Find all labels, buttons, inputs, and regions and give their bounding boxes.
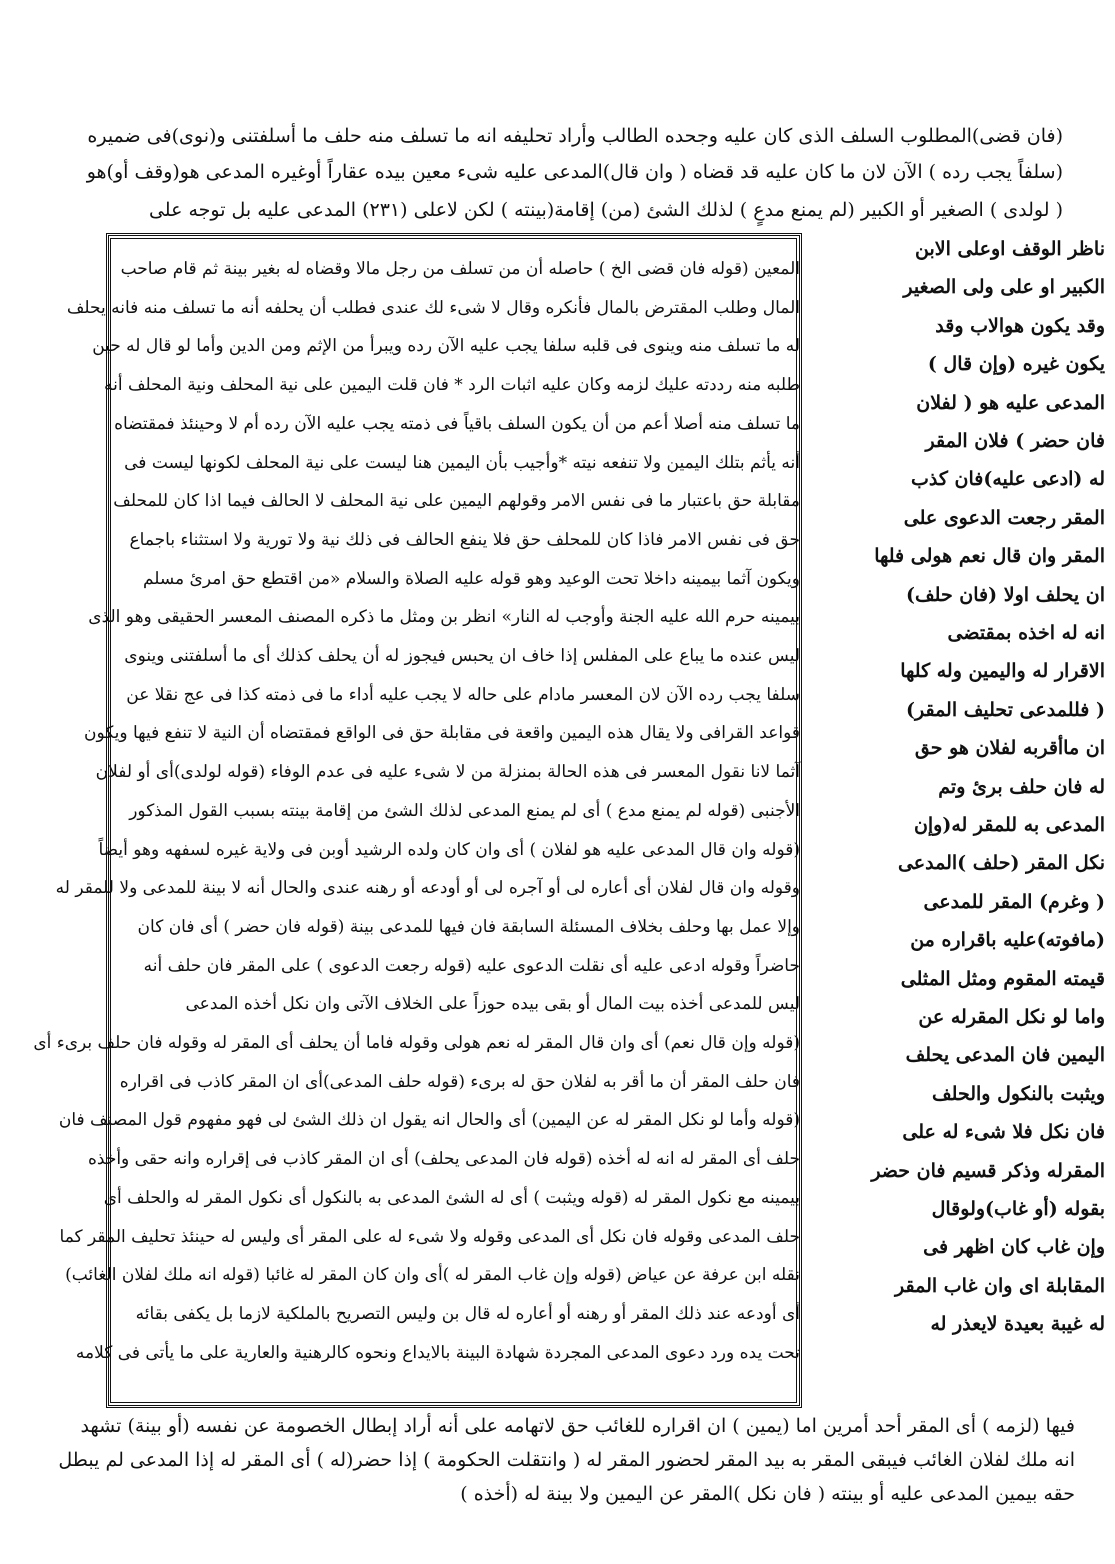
side-column-line: المقابلة اى وان غاب المقر: [895, 1274, 1105, 1297]
side-column-line: المدعى به للمقر له(وإن: [913, 814, 1105, 836]
main-text-line: فيها (لزمه ) أى المقر أحد أمرين اما (يمين ) ان اقراره للغائب حق لاتهامه على أنه أراد إبطال الخصومة عن نفسه (أو بينة) تشهد: [80, 1415, 1075, 1437]
side-column-line: بقوله (أو غاب)ولوقال: [931, 1198, 1105, 1220]
main-text-line: (سلفاً يجب رده ) الآن لان ما كان عليه قد قضاه ( وان قال)المدعى عليه شىء معين بيده عقاراً أوغيره المدعى هو(وقف أو)هو: [86, 161, 1063, 183]
main-text-line: ( لولدى ) الصغير أو الكبير (لم يمنع مدعٍ ) لذلك الشئ (من) إقامة(بينته ) لكن لاعلى (٢٣١) المدعى عليه بل توجه على: [148, 199, 1063, 221]
gloss-line: (قوله وإن قال نعم) أى وان قال المقر له نعم هولى وقوله فاما أن يحلف أى المقر له وقوله فان حلف برىء أى: [33, 1033, 800, 1053]
side-column-line: فان حضر ) فلان المقر: [925, 430, 1105, 452]
side-column-line: يكون غيره (وإن قال ): [927, 353, 1105, 376]
side-column-line: واما لو نكل المقرله عن: [918, 1006, 1105, 1028]
gloss-line: آثما لانا نقول المعسر فى هذه الحالة بمنزلة من لا شىء عليه فى عدم الوفاء (قوله لولدى)أى أو لفلان: [95, 762, 800, 783]
side-column-line: ( وغرم) المقر للمدعى: [923, 890, 1105, 913]
gloss-line: ويكون آثما بيمينه داخلا تحت الوعيد وهو قوله عليه الصلاة والسلام «من اقتطع حق امرئ مسلم: [142, 568, 800, 589]
side-column-line: ويثبت بالنكول والحلف: [932, 1082, 1105, 1105]
side-column-line: ناظر الوقف اوعلى الابن: [915, 238, 1105, 260]
side-column-line: انه له اخذه بمقتضى: [947, 622, 1105, 644]
gloss-line: أى أودعه عند ذلك المقر أو رهنه أو أعاره له قال بن وليس التصريح بالملكية لازما بل يكفى بقائه: [135, 1303, 800, 1324]
side-column-line: وإن غاب كان اظهر فى: [923, 1236, 1105, 1259]
main-text-line: حقه بيمين المدعى عليه أو بينته ( فان نكل )المقر عن اليمين ولا بينة له (أخذه ): [460, 1483, 1075, 1505]
side-column-line: المقر وان قال نعم هولى فلها: [874, 545, 1105, 568]
gloss-line: نقله ابن عرفة عن عياض (قوله وإن غاب المقر له )أى وان كان المقر له غائبا (قوله انه ملك لفلان الغائب): [65, 1265, 800, 1286]
gloss-line: (قوله وان قال المدعى عليه هو لفلان ) أى وان كان ولده الرشيد أوبن فى ولاية غيره لسفهه وهو أيضاً: [98, 839, 800, 860]
side-column-line: قيمته المقوم ومثل المثلى: [900, 967, 1105, 990]
side-column-line: ان يحلف اولا (فان حلف): [906, 583, 1105, 606]
gloss-line: المعين (قوله فان قضى الخ ) حاصله أن من تسلف من رجل مالا وقضاه له بغير بينة ثم قام صاحب: [120, 259, 800, 279]
gloss-line: الأجنبى (قوله لم يمنع مدع ) أى لم يمنع المدعى لذلك الشئ من إقامة بينته بسبب القول المذكور: [129, 800, 800, 821]
side-column-line: (مافوته)عليه باقراره من: [910, 929, 1105, 952]
gloss-line: أنه يأثم بتلك اليمين ولا تنفعه نيته *وأجيب بأن اليمين هنا ليست على نية المحلف لكونها ليست فى: [124, 452, 800, 473]
gloss-line: (قوله وأما لو نكل المقر له عن اليمين) أى والحال انه يقول ان ذلك الشئ لى فهو مفهوم قول المصنف فان: [58, 1110, 800, 1131]
side-column-line: له فان حلف برئ وتم: [938, 775, 1105, 798]
side-column-line: نكل المقر (حلف )المدعى: [897, 852, 1105, 875]
side-column-line: المقرله وذكر قسيم فان حضر: [871, 1159, 1105, 1182]
gloss-line: قواعد القرافى ولا يقال هذه اليمين واقعة فى مقابلة حق فى الواقع فمقتضاه أن النية لا تنفع فيها ويكون: [83, 723, 800, 744]
gloss-line: وقوله وان قال لفلان أى أعاره لى أو آجره لى أو أودعه أو رهنه عندى والحال أنه لا بينة للمدعى ولا للمقر له: [55, 878, 800, 899]
gloss-line: طلبه منه رددته عليك لزمه وكان عليه اثبات الرد * فان قلت اليمين على نية المحلف ونية المحلف أنه: [103, 375, 800, 396]
gloss-line: حاضراً وقوله ادعى عليه أى نقلت الدعوى عليه (قوله رجعت الدعوى ) على المقر فان حلف أنه: [143, 955, 800, 976]
side-column-line: ان ماأقربه لفلان هو حق: [914, 737, 1105, 760]
gloss-line: حلف أى المقر له انه له أخذه (قوله فان المدعى يحلف) أى ان المقر كاذب فى إقراره وانه حقى وأخذه: [87, 1149, 800, 1170]
gloss-line: فان حلف المقر أن ما أقر به لفلان حق له برىء (قوله حلف المدعى)أى ان المقر كاذب فى اقراره: [119, 1071, 800, 1092]
main-text-line: (فان قضى)المطلوب السلف الذى كان عليه وجحده الطالب وأراد تحليفه انه ما تسلف منه حلف ما أسلفتنى و(نوى)فى ضميره: [87, 125, 1063, 147]
gloss-line: حلف المدعى وقوله فان نكل أى المدعى وقوله ولا شىء له على المقر أى وليس له حينئذ تحليف المقر كما: [59, 1226, 800, 1247]
side-column-line: فان نكل فلا شىء له على: [902, 1121, 1105, 1144]
gloss-line: مقابلة حق باعتبار ما فى نفس الامر وقولهم اليمين على نية المحلف لا الحالف فيما اذا كان للمحلف: [113, 491, 800, 512]
gloss-line: بيمينه مع نكول المقر له (قوله ويثبت ) أى له الشئ المدعى به بالنكول أى نكول المقر له والحلف أى: [103, 1187, 800, 1208]
side-column-line: اليمين فان المدعى يحلف: [905, 1044, 1105, 1067]
side-column-line: ( فللمدعى تحليف المقر): [905, 698, 1105, 721]
gloss-line: له ما تسلف منه وينوى فى قلبه سلفا يجب عليه الآن رده ويبرأ من الإثم ومن الدين وأما لو قال له حين: [92, 336, 800, 357]
gloss-line: بيمينه حرم الله عليه الجنة وأوجب له النار» انظر بن ومثل ما ذكره المصنف المعسر الحقيقى وهو الذى: [88, 607, 800, 628]
gloss-line: وإلا عمل بها وحلف بخلاف المسئلة السابقة فان فيها للمدعى بينة (قوله فان حضر ) أى فان كان: [137, 916, 800, 937]
side-column-line: له (ادعى عليه)فان كذب: [911, 468, 1105, 491]
main-text-line: انه ملك لفلان الغائب فيبقى المقر به بيد المقر لحضور المقر له ( وانتقلت الحكومة ) إذا حضر(له ) أى المقر له إذا المدعى لم يبطل: [58, 1449, 1075, 1471]
side-column-line: المقر رجعت الدعوى على: [903, 506, 1105, 529]
side-column-line: المدعى عليه هو ( لفلان: [916, 391, 1105, 414]
gloss-line: سلفا يجب رده الآن لان المعسر مادام على حاله لا يجب عليه أداء ما فى ذمته كذا فى عج نقلا عن: [126, 684, 800, 705]
gloss-line: ليس للمدعى أخذه بيت المال أو بقى بيده حوزاً على الخلاف الآتى وان نكل أخذه المدعى: [185, 994, 800, 1015]
side-column-line: الكبير او على ولى الصغير: [903, 276, 1105, 299]
gloss-line: المال وطلب المقترض بالمال فأنكره وقال لا شىء لك عندى فطلب أن يحلفه أنه ما تسلف منه فانه يحلف: [66, 297, 800, 318]
side-column-line: وقد يكون هوالاب وقد: [935, 314, 1105, 337]
gloss-line: تحت يده ورد دعوى المدعى المجردة شهادة البينة بالايداع ونحوه كالرهنية والعارية على ما يأتى فى كلامه: [75, 1342, 800, 1363]
gloss-line: حق فى نفس الامر فاذا كان للمحلف حق فلا ينفع الحالف فى ذلك نية ولا تورية ولا استثناء باجماع: [129, 529, 800, 550]
gloss-line: ليس عنده ما يباع على المفلس إذا خاف ان يحبس فيجوز له أن يحلف كذلك أى ما أسلفتنى وينوى: [124, 646, 800, 666]
side-column-line: له غيبة بعيدة لايعذر له: [930, 1313, 1105, 1336]
side-column-line: الاقرار له واليمين وله كلها: [900, 660, 1105, 683]
gloss-line: ما تسلف منه أصلا أعم من أن يكون السلف باقياً فى ذمته يجب عليه الآن رده أم لا وحينئذ فمقتضاه: [114, 413, 800, 434]
